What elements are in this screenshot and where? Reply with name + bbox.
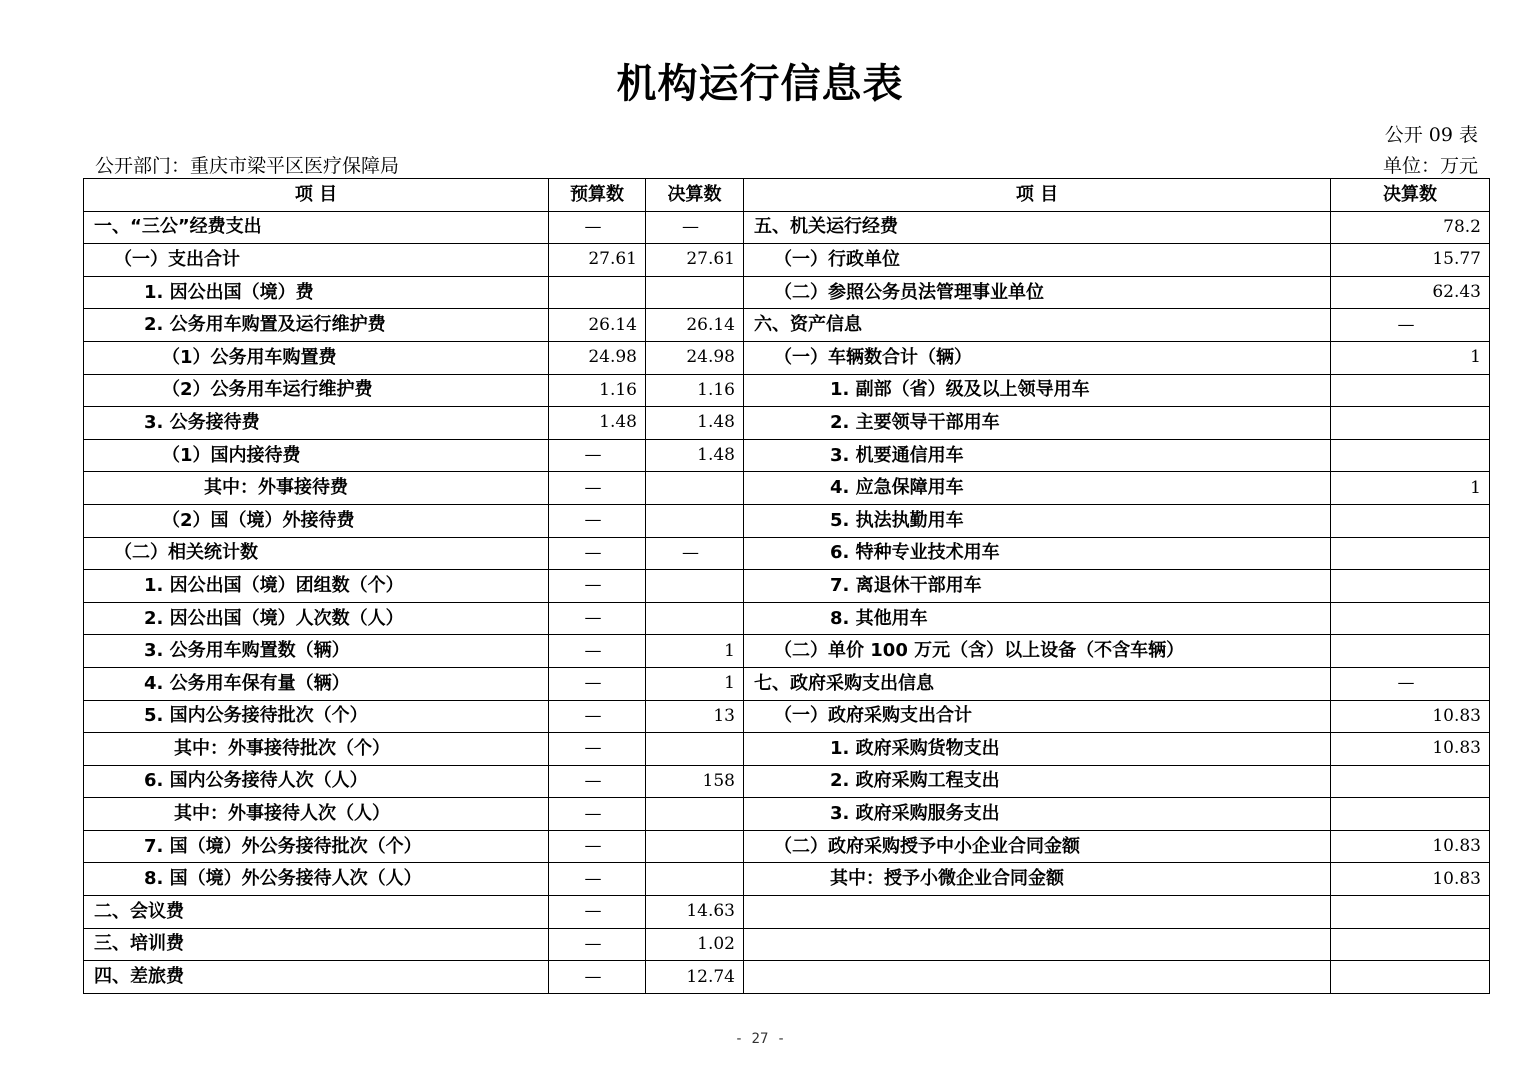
- table-row: [84, 211, 1490, 244]
- right-item: [744, 961, 1331, 994]
- table-row: [84, 537, 1490, 570]
- table-header-row: [84, 179, 1490, 212]
- right-final-cell: [1331, 896, 1490, 929]
- left-item: 四、差旅费: [84, 961, 549, 994]
- right-item: 1. 副部（省）级及以上领导用车: [744, 374, 1331, 407]
- left-item: 3. 公务接待费: [84, 407, 549, 440]
- budget-cell: —: [549, 830, 646, 863]
- right-item: （一）车辆数合计（辆）: [744, 341, 1331, 374]
- right-final-cell: [1331, 961, 1490, 994]
- table-row: [84, 635, 1490, 668]
- right-final-cell: 10.83: [1331, 700, 1490, 733]
- table-row: [84, 733, 1490, 766]
- left-item: 2. 公务用车购置及运行维护费: [84, 309, 549, 342]
- right-item: 4. 应急保障用车: [744, 472, 1331, 505]
- table-row: [84, 863, 1490, 896]
- table-row: [84, 374, 1490, 407]
- final-cell: [646, 472, 744, 505]
- left-item: 6. 国内公务接待人次（人）: [84, 765, 549, 798]
- left-item: （2）公务用车运行维护费: [84, 374, 549, 407]
- final-cell: [646, 733, 744, 766]
- right-item: 7. 离退休干部用车: [744, 570, 1331, 603]
- right-final-cell: 78.2: [1331, 211, 1490, 244]
- budget-cell: —: [549, 961, 646, 994]
- right-final-cell: 10.83: [1331, 863, 1490, 896]
- header-item-right: 项 目: [744, 179, 1331, 212]
- header-final: 决算数: [646, 179, 744, 212]
- left-item: 一、“三公”经费支出: [84, 211, 549, 244]
- header-final-right: 决算数: [1331, 179, 1490, 212]
- right-final-cell: [1331, 602, 1490, 635]
- table-row: [84, 830, 1490, 863]
- budget-cell: 27.61: [549, 244, 646, 277]
- final-cell: 1.48: [646, 439, 744, 472]
- budget-cell: —: [549, 798, 646, 831]
- final-cell: 1.48: [646, 407, 744, 440]
- table-row: [84, 309, 1490, 342]
- table-row: [84, 765, 1490, 798]
- table-row: [84, 602, 1490, 635]
- budget-cell: —: [549, 635, 646, 668]
- final-cell: 1: [646, 667, 744, 700]
- right-item: 2. 政府采购工程支出: [744, 765, 1331, 798]
- final-cell: [646, 863, 744, 896]
- right-item: 8. 其他用车: [744, 602, 1331, 635]
- budget-cell: —: [549, 733, 646, 766]
- budget-cell: —: [549, 602, 646, 635]
- right-final-cell: 10.83: [1331, 830, 1490, 863]
- budget-cell: —: [549, 439, 646, 472]
- final-cell: 27.61: [646, 244, 744, 277]
- table-row: [84, 896, 1490, 929]
- right-final-cell: —: [1331, 667, 1490, 700]
- right-item: [744, 928, 1331, 961]
- left-item: 其中：外事接待批次（个）: [84, 733, 549, 766]
- page-title: 机构运行信息表: [616, 61, 904, 107]
- right-item: 2. 主要领导干部用车: [744, 407, 1331, 440]
- left-item: 4. 公务用车保有量（辆）: [84, 667, 549, 700]
- left-item: 二、会议费: [84, 896, 549, 929]
- budget-cell: [549, 276, 646, 309]
- final-cell: 13: [646, 700, 744, 733]
- right-final-cell: [1331, 798, 1490, 831]
- right-item: 五、机关运行经费: [744, 211, 1331, 244]
- right-final-cell: [1331, 439, 1490, 472]
- budget-cell: —: [549, 765, 646, 798]
- right-item: （二）参照公务员法管理事业单位: [744, 276, 1331, 309]
- table-row: [84, 244, 1490, 277]
- table-row: [84, 407, 1490, 440]
- final-cell: [646, 570, 744, 603]
- final-cell: 14.63: [646, 896, 744, 929]
- right-final-cell: —: [1331, 309, 1490, 342]
- right-final-cell: [1331, 570, 1490, 603]
- budget-cell: 1.48: [549, 407, 646, 440]
- budget-cell: —: [549, 211, 646, 244]
- left-item: （1）国内接待费: [84, 439, 549, 472]
- budget-cell: 26.14: [549, 309, 646, 342]
- left-item: 2. 因公出国（境）人次数（人）: [84, 602, 549, 635]
- right-item: 其中：授予小微企业合同金额: [744, 863, 1331, 896]
- budget-cell: —: [549, 570, 646, 603]
- budget-cell: 24.98: [549, 341, 646, 374]
- right-final-cell: 15.77: [1331, 244, 1490, 277]
- budget-cell: —: [549, 928, 646, 961]
- left-item: 5. 国内公务接待批次（个）: [84, 700, 549, 733]
- right-final-cell: [1331, 537, 1490, 570]
- final-cell: —: [646, 211, 744, 244]
- right-item: 6. 特种专业技术用车: [744, 537, 1331, 570]
- final-cell: [646, 504, 744, 537]
- left-item: 其中：外事接待费: [84, 472, 549, 505]
- table-row: [84, 439, 1490, 472]
- right-item: 3. 机要通信用车: [744, 439, 1331, 472]
- right-final-cell: [1331, 765, 1490, 798]
- table-row: [84, 928, 1490, 961]
- table-row: [84, 276, 1490, 309]
- left-item: （二）相关统计数: [84, 537, 549, 570]
- left-item: （2）国（境）外接待费: [84, 504, 549, 537]
- left-item: （一）支出合计: [84, 244, 549, 277]
- left-item: 三、培训费: [84, 928, 549, 961]
- right-final-cell: [1331, 407, 1490, 440]
- final-cell: [646, 602, 744, 635]
- table-row: [84, 341, 1490, 374]
- unit-label: 单位：万元: [1382, 155, 1478, 177]
- table-row: [84, 504, 1490, 537]
- left-item: 3. 公务用车购置数（辆）: [84, 635, 549, 668]
- final-cell: 1: [646, 635, 744, 668]
- info-table: [83, 178, 1490, 994]
- department-label: 公开部门：重庆市梁平区医疗保障局: [95, 155, 400, 177]
- left-item: （1）公务用车购置费: [84, 341, 549, 374]
- budget-cell: —: [549, 667, 646, 700]
- right-item: （二）政府采购授予中小企业合同金额: [744, 830, 1331, 863]
- table-row: [84, 700, 1490, 733]
- right-final-cell: 1: [1331, 472, 1490, 505]
- page-number: - 27 -: [734, 1031, 786, 1047]
- final-cell: 1.16: [646, 374, 744, 407]
- right-final-cell: [1331, 504, 1490, 537]
- budget-cell: 1.16: [549, 374, 646, 407]
- right-item: 六、资产信息: [744, 309, 1331, 342]
- final-cell: 158: [646, 765, 744, 798]
- budget-cell: —: [549, 472, 646, 505]
- table-row: [84, 667, 1490, 700]
- right-final-cell: 1: [1331, 341, 1490, 374]
- right-item: （二）单价 100 万元（含）以上设备（不含车辆）: [744, 635, 1331, 668]
- form-number: 公开 09 表: [1384, 124, 1478, 146]
- table-row: [84, 961, 1490, 994]
- table-row: [84, 570, 1490, 603]
- header-item: 项 目: [84, 179, 549, 212]
- final-cell: [646, 830, 744, 863]
- final-cell: [646, 798, 744, 831]
- final-cell: 12.74: [646, 961, 744, 994]
- right-item: 七、政府采购支出信息: [744, 667, 1331, 700]
- budget-cell: —: [549, 504, 646, 537]
- right-final-cell: [1331, 635, 1490, 668]
- left-item: 8. 国（境）外公务接待人次（人）: [84, 863, 549, 896]
- right-item: （一）政府采购支出合计: [744, 700, 1331, 733]
- right-final-cell: [1331, 928, 1490, 961]
- header-budget: 预算数: [549, 179, 646, 212]
- right-final-cell: [1331, 374, 1490, 407]
- final-cell: [646, 276, 744, 309]
- right-item: 3. 政府采购服务支出: [744, 798, 1331, 831]
- table-row: [84, 798, 1490, 831]
- left-item: 1. 因公出国（境）团组数（个）: [84, 570, 549, 603]
- left-item: 其中：外事接待人次（人）: [84, 798, 549, 831]
- left-item: 7. 国（境）外公务接待批次（个）: [84, 830, 549, 863]
- budget-cell: —: [549, 700, 646, 733]
- final-cell: 26.14: [646, 309, 744, 342]
- final-cell: 1.02: [646, 928, 744, 961]
- right-item: （一）行政单位: [744, 244, 1331, 277]
- budget-cell: —: [549, 863, 646, 896]
- final-cell: 24.98: [646, 341, 744, 374]
- table-row: [84, 472, 1490, 505]
- right-item: 1. 政府采购货物支出: [744, 733, 1331, 766]
- budget-cell: —: [549, 537, 646, 570]
- final-cell: —: [646, 537, 744, 570]
- right-final-cell: 10.83: [1331, 733, 1490, 766]
- right-item: 5. 执法执勤用车: [744, 504, 1331, 537]
- right-item: [744, 896, 1331, 929]
- left-item: 1. 因公出国（境）费: [84, 276, 549, 309]
- budget-cell: —: [549, 896, 646, 929]
- right-final-cell: 62.43: [1331, 276, 1490, 309]
